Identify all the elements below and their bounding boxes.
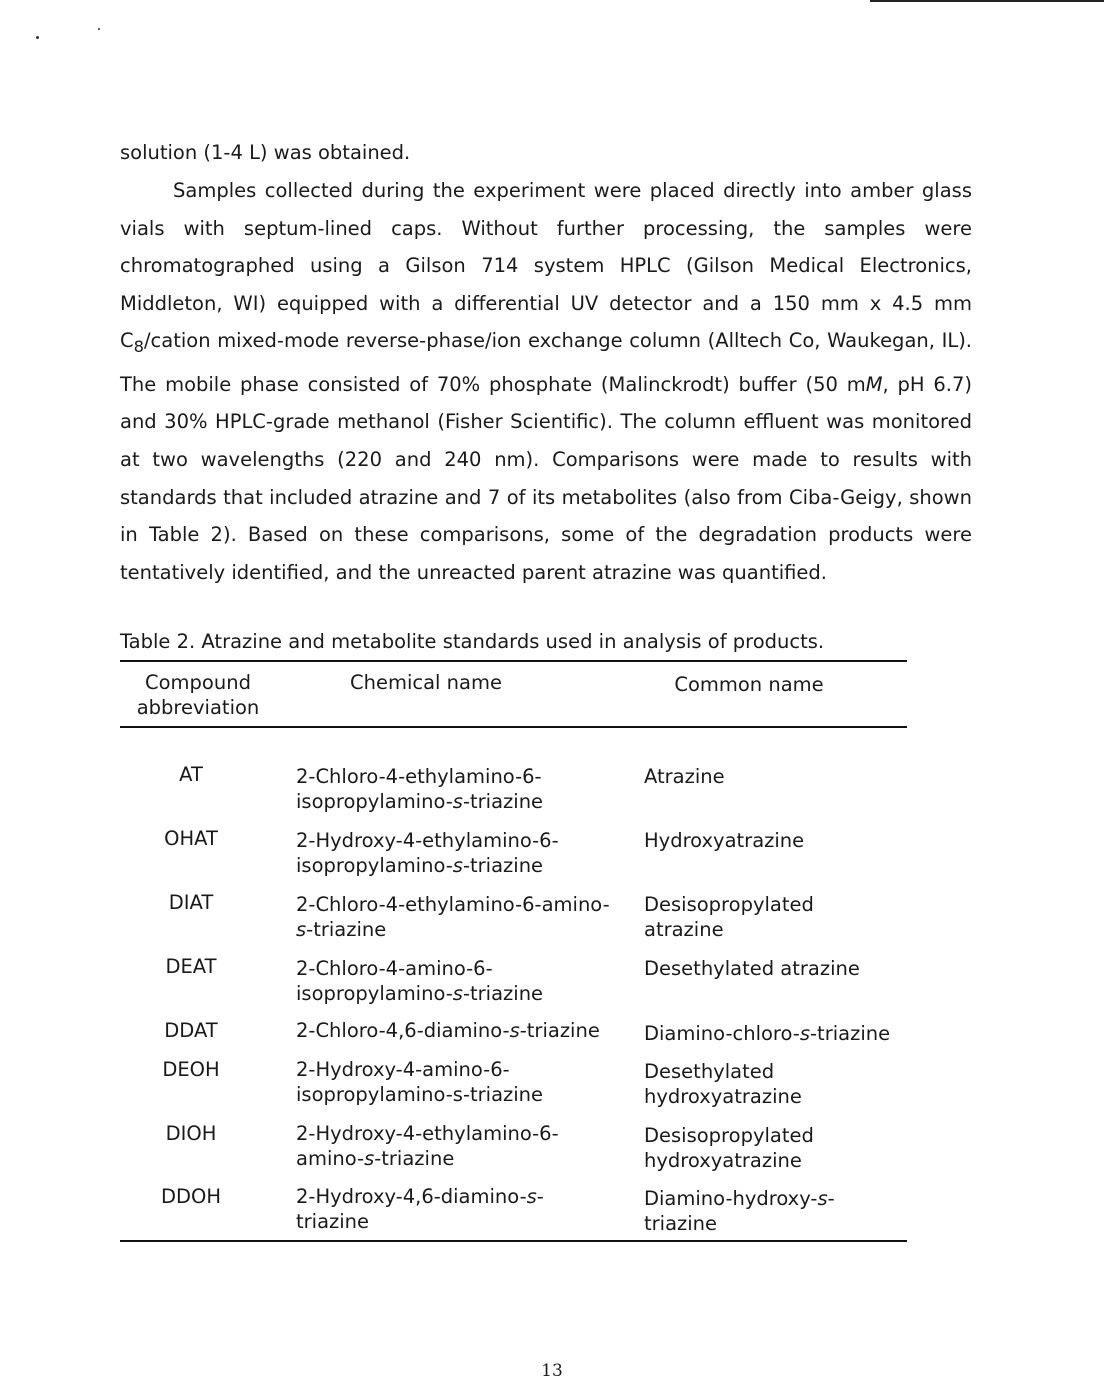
text: Diamino-hydroxy-	[644, 1187, 818, 1210]
cell-chemical-name	[296, 1018, 626, 1043]
text: -triazine	[462, 854, 544, 877]
text: isopropylamino-	[296, 982, 453, 1005]
text: -triazine	[462, 982, 544, 1005]
header-chemical-name: Chemical name	[350, 671, 502, 694]
italic-s: s	[364, 1147, 375, 1170]
italic-s: s	[452, 790, 463, 813]
text: Desethylated	[644, 1060, 775, 1083]
paragraph-text: Samples collected during the experiment were placed directly into amber glass vials with septum-lined caps. Without further processing, the samples were chromatographed using a Gilson 714 system HPLC (Gilson Medical Electronics, Middleton, WI) equipped with a differential UV detector and a 150 mm x 4.5 mm C	[120, 179, 972, 353]
table-top-rule	[120, 660, 907, 662]
text: -triazine	[810, 1022, 891, 1045]
cell-abbreviation: DEOH	[162, 1058, 220, 1081]
page-number: 13	[541, 1361, 563, 1381]
text: isopropylamino-	[296, 854, 453, 877]
text: hydroxyatrazine	[644, 1149, 802, 1172]
text: -triazine	[462, 790, 544, 813]
cell-abbreviation: DIOH	[165, 1122, 217, 1145]
cell-common-name	[644, 1123, 906, 1173]
italic-unit: M	[865, 372, 883, 396]
text: atrazine	[644, 918, 724, 941]
text: isopropylamino-	[296, 790, 453, 813]
italic-s: s	[296, 918, 307, 941]
text: 2-Chloro-4-ethylamino-6-amino-	[296, 893, 610, 916]
text: triazine	[296, 1210, 370, 1233]
text: 2-Chloro-4-amino-6-	[296, 957, 493, 980]
italic-s: s	[526, 1185, 537, 1208]
cell-chemical-name	[296, 956, 626, 1006]
text: Desisopropylated	[644, 893, 814, 916]
italic-s: s	[452, 854, 463, 877]
header-compound-abbreviation	[128, 670, 268, 720]
subscript: 8	[133, 337, 144, 357]
text: 2-Hydroxy-4,6-diamino-	[296, 1185, 527, 1208]
paragraph-continuation	[120, 134, 972, 172]
text: -triazine	[306, 918, 387, 941]
table-caption: Table 2. Atrazine and metabolite standards used in analysis of products.	[120, 630, 825, 653]
header-common-name: Common name	[674, 673, 824, 696]
table-header-rule	[120, 726, 907, 728]
text: 2-Hydroxy-4-ethylamino-6-	[296, 829, 559, 852]
table-bottom-rule	[120, 1240, 907, 1242]
italic-s: s	[817, 1187, 828, 1210]
text: 2-Chloro-4-ethylamino-6-	[296, 765, 542, 788]
text: -triazine	[374, 1147, 455, 1170]
cell-common-name	[644, 892, 906, 942]
text: Diamino-chloro-	[644, 1022, 800, 1045]
cell-abbreviation: AT	[179, 763, 203, 786]
cell-chemical-name	[296, 764, 626, 814]
header-text: Compound	[145, 671, 251, 694]
text: Desisopropylated	[644, 1124, 814, 1147]
text: -	[827, 1187, 835, 1210]
cell-chemical-name	[296, 1121, 626, 1171]
cell-chemical-name	[296, 892, 626, 942]
text: -	[536, 1185, 544, 1208]
text: hydroxyatrazine	[644, 1085, 802, 1108]
text: triazine	[644, 1212, 718, 1235]
paragraph-text: /cation mixed-mode reverse-phase/ion exchange column (Alltech Co, Waukegan, IL). The mobile phase consisted of 70% phosphate (Malinckrodt) buffer (50 m	[120, 329, 972, 396]
cell-abbreviation: DEAT	[165, 955, 217, 978]
cell-chemical-name	[296, 1057, 626, 1107]
top-edge-rule	[870, 0, 1104, 2]
paragraph-text: , pH 6.7) and 30% HPLC-grade methanol (Fisher Scientific). The column effluent was monitored at two wavelengths (220 and 240 nm). Comparisons were made to results with standards that included atrazine and 7 of its metabolites (also from Ciba-Geigy, shown in Table 2). Based on these comparisons, some of the degradation products were tentatively identified, and the unreacted parent atrazine was quantified.	[120, 372, 972, 584]
italic-s: s	[799, 1022, 811, 1045]
cell-common-name: Atrazine	[644, 765, 725, 788]
cell-chemical-name	[296, 828, 626, 878]
cell-chemical-name	[296, 1184, 626, 1234]
paragraph-methods	[120, 172, 972, 591]
scan-speck	[36, 36, 39, 39]
cell-common-name	[644, 1186, 906, 1236]
text: -triazine	[519, 1019, 600, 1042]
italic-s: s	[452, 982, 463, 1005]
cell-common-name	[644, 1059, 906, 1109]
cell-common-name: Hydroxyatrazine	[644, 829, 805, 852]
paragraph-text: solution (1-4 L) was obtained.	[120, 141, 411, 164]
text: isopropylamino-s-triazine	[296, 1083, 544, 1106]
cell-common-name	[644, 1021, 906, 1046]
cell-abbreviation: DDAT	[164, 1019, 218, 1042]
text: amino-	[296, 1147, 365, 1170]
text: 2-Hydroxy-4-amino-6-	[296, 1058, 510, 1081]
italic-s: s	[509, 1019, 520, 1042]
cell-common-name: Desethylated atrazine	[644, 957, 860, 980]
text: 2-Hydroxy-4-ethylamino-6-	[296, 1122, 559, 1145]
text: 2-Chloro-4,6-diamino-	[296, 1019, 510, 1042]
scan-speck	[98, 28, 100, 30]
header-text: abbreviation	[136, 696, 260, 719]
cell-abbreviation: DIAT	[168, 891, 214, 914]
cell-abbreviation: OHAT	[164, 827, 218, 850]
cell-abbreviation: DDOH	[160, 1185, 222, 1208]
